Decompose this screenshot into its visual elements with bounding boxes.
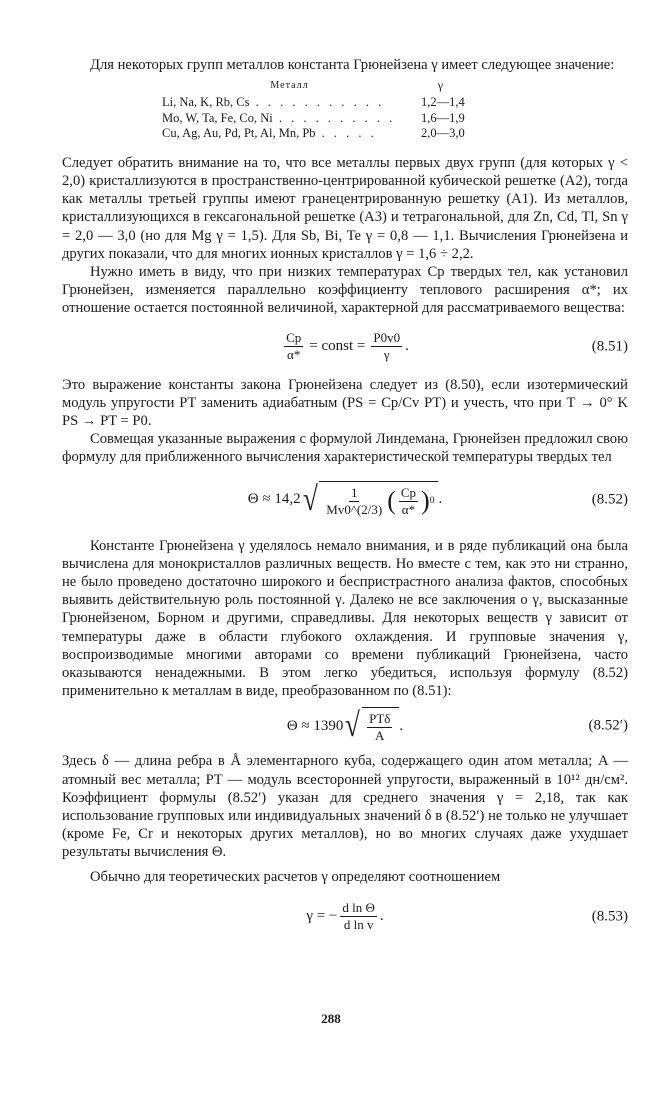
paragraph-7: Здесь δ — длина ребра в Å элементарного куба, содержащего один атом металла; A — атомный вес металла; PT — модуль всесторонней упругости, выраженный в 10¹² дн/см². Коэффициент формулы (8.52′) указан для среднего значения γ = 2,18, так как использование групповых или индивидуальных значений δ в (8.52′) не только не улучшает (кроме Fe, Cr и некоторых других металлов), но во многих случаях даже ухудшает результаты вычисления Θ. (62, 753, 628, 861)
eq853-lhs: γ = − (306, 908, 338, 925)
gamma-table (162, 78, 465, 142)
eq851-lhs-num: Cp (286, 330, 302, 346)
equation-8-53 (62, 886, 628, 948)
table-header-metal: Металл (270, 80, 309, 92)
gamma-value: 1,2—1,4 (421, 95, 465, 110)
leader-dots: . . . . . (315, 126, 377, 141)
eq851-mid: = const = (309, 338, 366, 355)
eq852-lhs: Θ ≈ 14,2 (247, 491, 301, 508)
eq853-tail: . (379, 908, 384, 925)
eq853-den: d ln v (343, 917, 374, 933)
equation-label: (8.52′) (588, 717, 628, 734)
eq852p-lhs: Θ ≈ 1390 (286, 717, 344, 734)
eq852-sub0: 0 (429, 496, 435, 507)
equation-label: (8.53) (591, 908, 628, 925)
paragraph-1: Для некоторых групп металлов константа Грюнейзена γ имеет следующее значение: (90, 57, 615, 73)
eq851-rhs-den: γ (383, 347, 390, 363)
equation-label: (8.52) (591, 491, 628, 508)
paragraph-4: Это выражение константы закона Грюнейзена следует из (8.50), если изотермический модуль упругости PT заменить адиабатным (PS = Cp/Cv PT) и учесть, что при T → 0° K PS → PT = P0. (62, 376, 628, 429)
paragraph-8: Обычно для теоретических расчетов γ определяют соотношением (90, 868, 501, 885)
paragraph-5: Совмещая указанные выражения с формулой Линдемана, Грюнейзен предложил свою формулу для приближенного вычисления характеристической температуры твердых тел (62, 431, 628, 466)
paragraph-2: Следует обратить внимание на то, что все металлы первых двух групп (для которых γ < 2,0) кристаллизуются в пространственно-центрированной кубической решетке (А2), тогда как металлы третьей группы имеют гранецентрированную решетку (А1). Из металлов, кристаллизующихся в гексагональной решетке (А3) и тетрагональной, для Zn, Cd, Tl, Sn γ = 2,0 — 3,0 (но для Mg γ = 1,5). Для Sb, Bi, Te γ = 0,8 — 1,1. Вычисления Грюнейзена и других показали, что для многих ионных кристаллов γ = 1,6 ÷ 2,2. (62, 154, 628, 262)
equation-8-51 (62, 318, 628, 376)
leader-dots: . . . . . . . . . . (272, 110, 396, 125)
page-body (62, 56, 628, 948)
eq852-inner-num: 1 (350, 484, 358, 500)
equation-8-52 (62, 467, 628, 533)
eq852p-num: PTδ (369, 711, 391, 727)
table-row (162, 126, 465, 142)
paragraph-6: Константе Грюнейзена γ уделялось немало внимания, и в ряде публикаций она была вычислена для монокристаллов различных веществ. Но вместе с тем, как это ни странно, не было проведено достаточно широкого и беспристрастного анализа фактов, способных выявить действительную роль постоянной γ. Далеко не все заключения о γ, высказанные Грюнейзеном, Борном и другими, справедливы. Для некоторых веществ γ зависит от температуры даже в области глубокого охлаждения. И групповые значения γ, воспроизводимые многими авторами со времени публикаций Грюнейзена, часто оказываются ненадежными. В этом легко убедиться, используя формулу (8.52) применительно к металлам в виде, преобразованном по (8.51): (62, 537, 628, 700)
eq852p-tail: . (399, 717, 404, 734)
equation-label: (8.51) (591, 338, 628, 355)
paragraph-3: Нужно иметь в виду, что при низких температурах Cp твердых тел, как установил Грюнейзен, изменяется параллельно коэффициенту теплового расширения α*; их отношение остается постоянной величиной, характерной для рассматриваемого вещества: (62, 263, 628, 317)
table-row (162, 95, 465, 111)
eq851-tail: . (405, 338, 409, 355)
eq853-num: d ln Θ (342, 900, 375, 916)
table-header-gamma: γ (437, 78, 445, 93)
eq852p-den: A (375, 728, 385, 744)
eq852-tail: . (438, 491, 443, 508)
sqrt-sign: √ $\frac{1}{Mv0\^{}(2/3)}$ ( $\frac{Cp}{\alpha*}$ ) 0 (301, 481, 439, 519)
metal-list: Mo, W, Ta, Fe, Co, Ni (162, 110, 273, 125)
eq852-paren-num: Cp (400, 484, 417, 500)
metal-list: Li, Na, K, Rb, Cs (162, 95, 250, 110)
metal-list: Cu, Ag, Au, Pd, Pt, Al, Mn, Pb (162, 126, 316, 141)
equation-8-52-prime (62, 700, 628, 752)
eq851-rhs-num: P0v0 (373, 330, 401, 346)
gamma-value: 1,6—1,9 (421, 110, 465, 125)
eq852-paren-den: α* (401, 501, 416, 517)
gamma-value: 2,0—3,0 (421, 126, 465, 141)
eq851-lhs-den: α* (287, 347, 301, 363)
page-number: 288 (321, 1011, 341, 1026)
leader-dots: . . . . . . . . . . . (249, 95, 385, 110)
table-row (162, 111, 465, 127)
sqrt-sign: √ $\frac{\text{PTδ}}{A}$ (343, 707, 399, 745)
eq852-inner-den: Mv0^(2/3) (326, 501, 383, 517)
